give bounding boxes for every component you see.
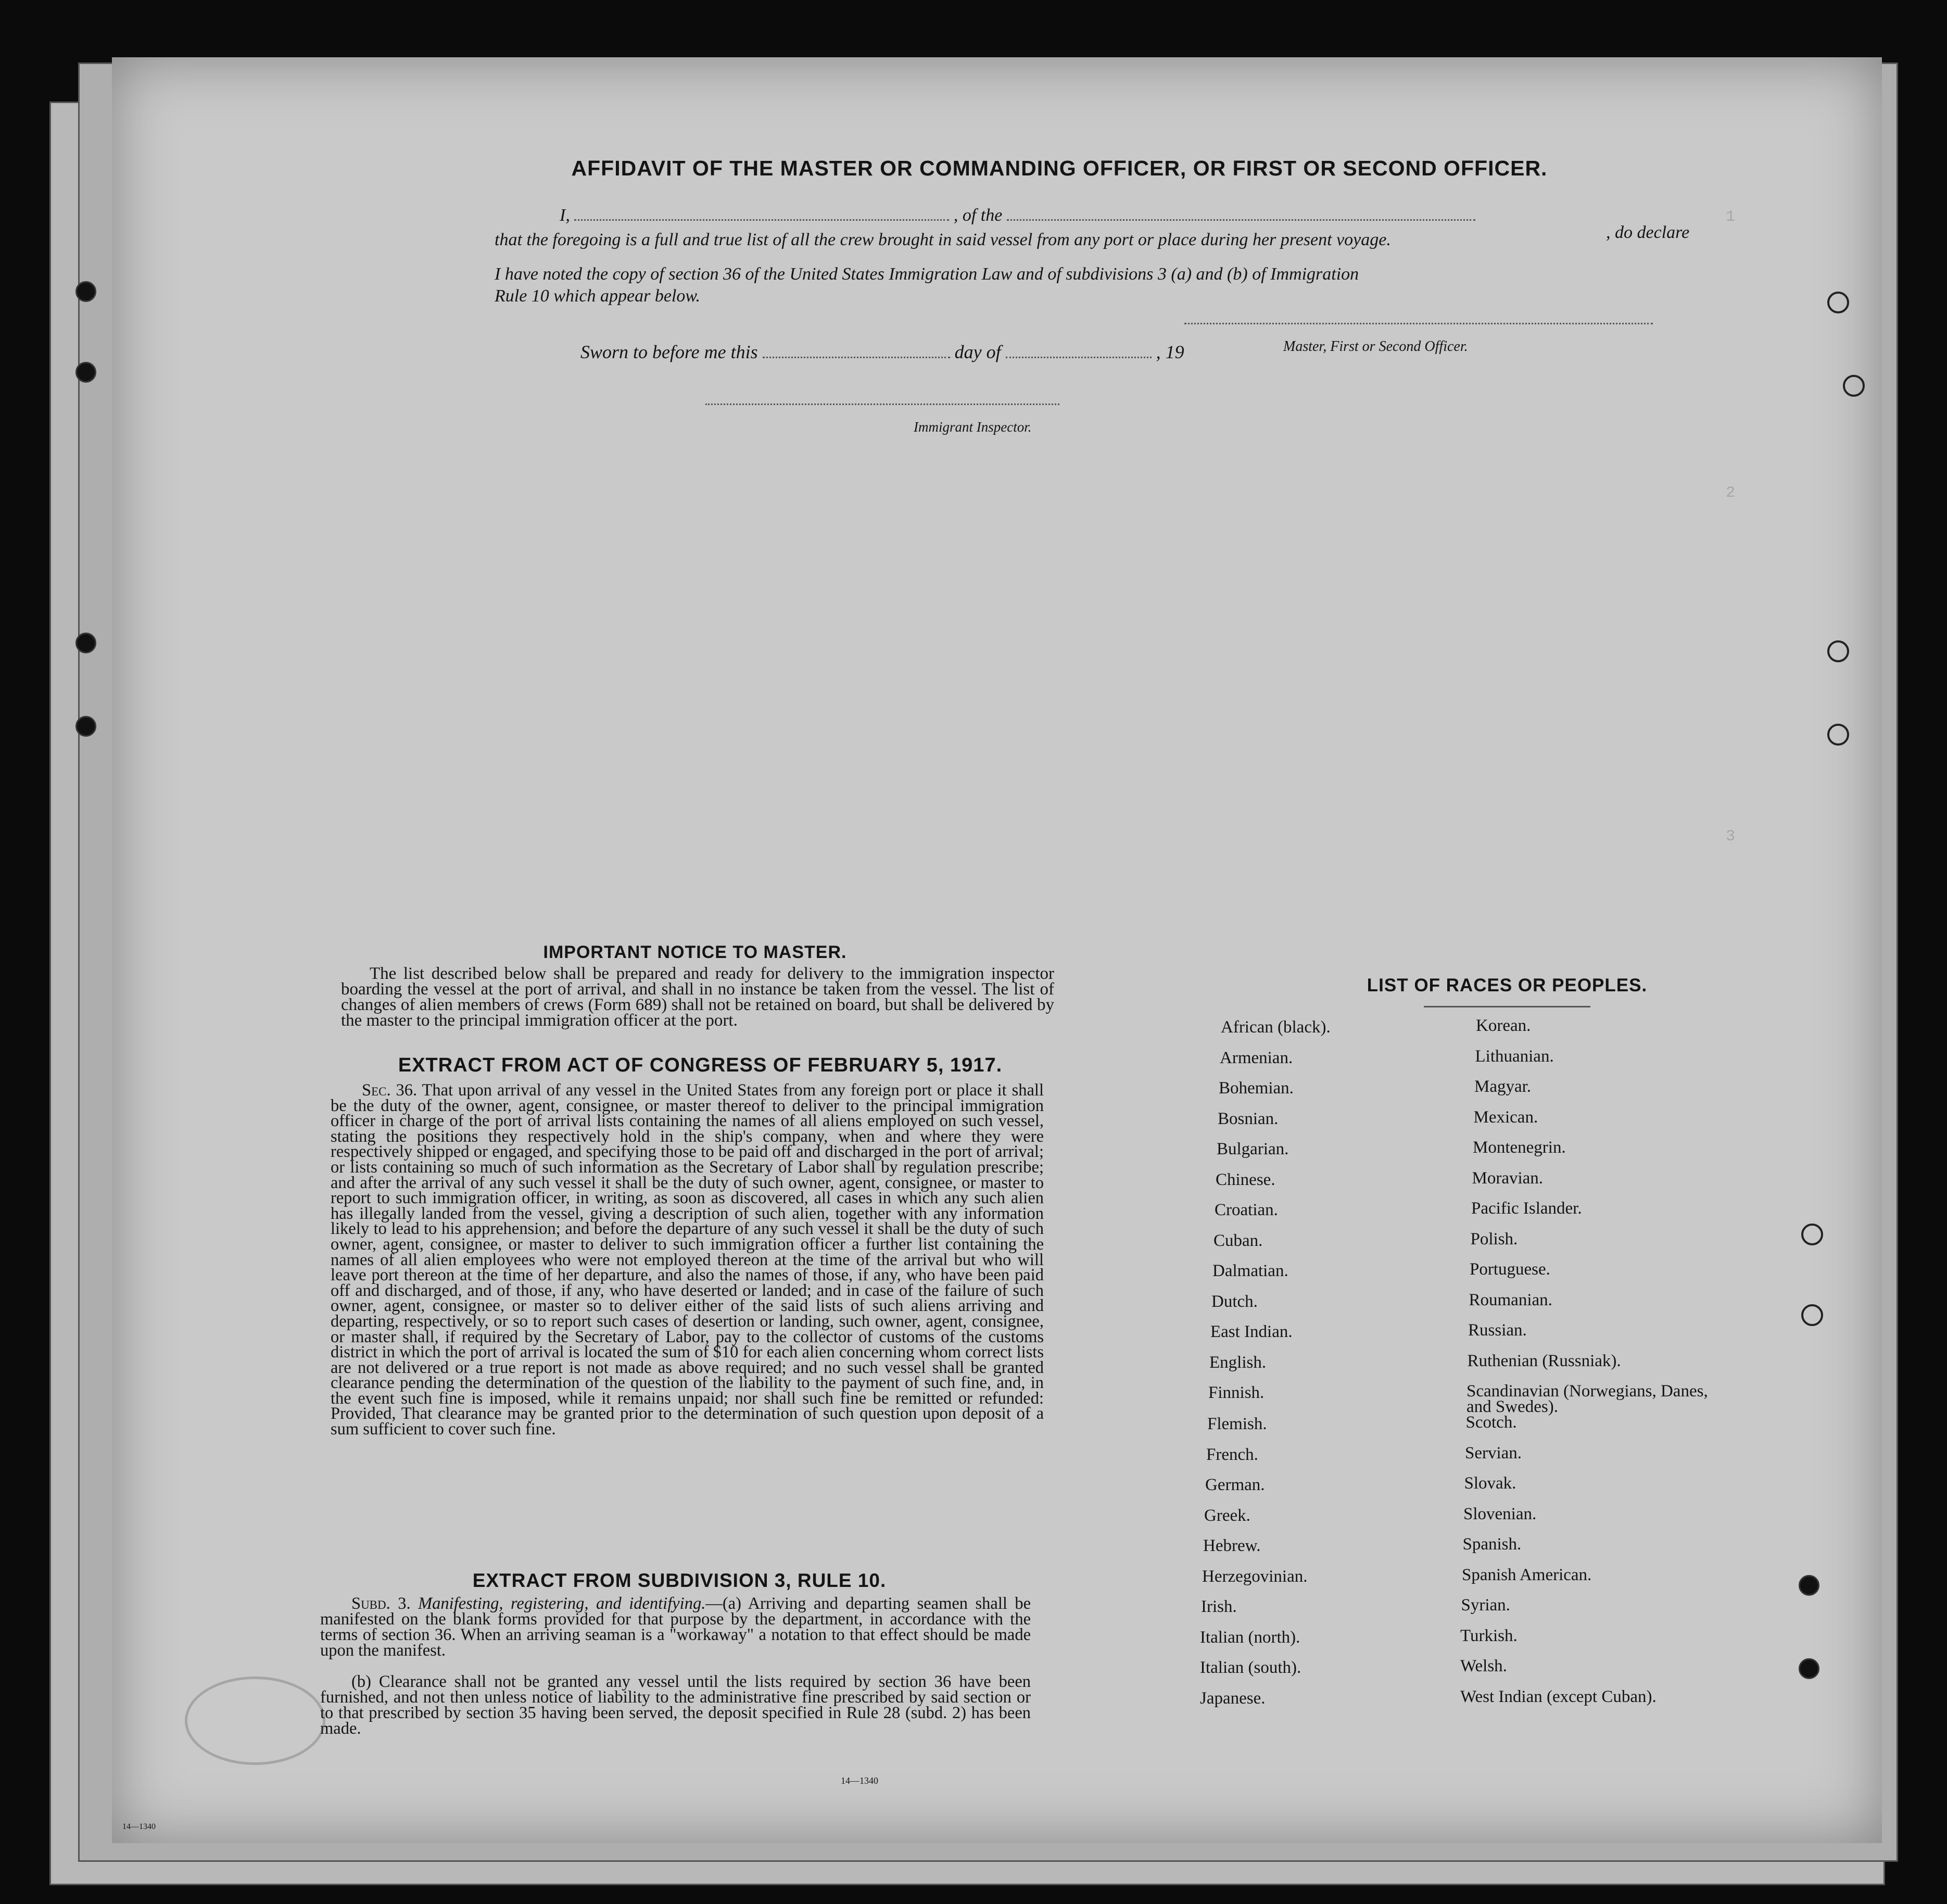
punch-hole <box>1801 1224 1823 1245</box>
sworn-line <box>580 341 1184 363</box>
race-right: Scotch. <box>1465 1413 1517 1432</box>
race-right: Turkish. <box>1460 1626 1518 1645</box>
races-row <box>1200 1536 1726 1567</box>
punch-hole <box>1827 640 1849 662</box>
races-row <box>1200 1231 1726 1262</box>
races-row <box>1200 1383 1726 1415</box>
race-left: Dalmatian. <box>1212 1262 1288 1280</box>
inspector-label: Immigrant Inspector. <box>914 419 1032 435</box>
race-left: Bosnian. <box>1218 1109 1279 1128</box>
races-row <box>1200 1506 1726 1537</box>
races-row <box>1200 1140 1726 1170</box>
affidavit-line-1 <box>560 206 1475 225</box>
race-left: Herzegovinian. <box>1202 1567 1308 1586</box>
race-right: Welsh. <box>1460 1657 1507 1675</box>
race-right: Russian. <box>1468 1321 1527 1340</box>
races-row <box>1200 1445 1726 1476</box>
sworn-year: , 19 <box>1156 342 1184 362</box>
races-row <box>1200 1079 1726 1109</box>
inspector-signature-line <box>705 404 1059 405</box>
races-row <box>1200 1597 1726 1628</box>
extract-rule-text-b: (b) Clearance shall not be granted any vessel until the lists required by section 36 have been furnished, and not then unless notice of liability to the administrative fine prescribed by said section or to that prescribed by section 35 having been served, the deposit specified in Rule 28 (subd. 2) has been made. <box>320 1672 1031 1738</box>
affidavit-title: AFFIDAVIT OF THE MASTER OR COMMANDING OFFICER, OR FIRST OR SECOND OFFICER. <box>571 156 1548 180</box>
races-table <box>1200 1018 1726 1719</box>
race-right: Moravian. <box>1472 1168 1544 1188</box>
subd-heading: Manifesting, registering, and identifying. <box>418 1594 706 1613</box>
race-right: Lithuanian. <box>1475 1046 1554 1066</box>
races-row <box>1200 1262 1726 1292</box>
affidavit-line-4: Rule 10 which appear below. <box>495 286 701 306</box>
races-row <box>1200 1018 1726 1049</box>
races-row <box>1200 1689 1726 1720</box>
races-row <box>1200 1201 1726 1231</box>
race-left: Italian (south). <box>1200 1658 1301 1677</box>
race-left: Croatian. <box>1215 1201 1278 1219</box>
local-agency-label: 14—1340 <box>122 1822 156 1831</box>
sworn-day-blank <box>763 357 950 358</box>
race-left: Armenian. <box>1220 1048 1293 1067</box>
races-row <box>1200 1415 1726 1445</box>
race-left: Dutch. <box>1211 1292 1258 1311</box>
race-left: Japanese. <box>1200 1688 1266 1708</box>
race-left: East Indian. <box>1210 1322 1293 1341</box>
race-right: Mexican. <box>1473 1107 1538 1127</box>
extract-act-title: EXTRACT FROM ACT OF CONGRESS OF FEBRUARY 5, 1917. <box>398 1054 1003 1076</box>
race-right: West Indian (except Cuban). <box>1460 1687 1657 1706</box>
race-left: Flemish. <box>1207 1415 1267 1433</box>
race-right: Scandinavian (Norwegians, Danes, and Swedes). <box>1466 1382 1708 1416</box>
bleed-through: 1 <box>1726 208 1736 226</box>
notice-title: IMPORTANT NOTICE TO MASTER. <box>543 942 847 962</box>
sworn-month-blank <box>1006 357 1152 358</box>
bleed-through: 3 <box>1726 828 1736 846</box>
races-row <box>1200 1628 1726 1659</box>
race-left: German. <box>1205 1476 1265 1494</box>
punch-hole <box>75 281 96 302</box>
races-row <box>1200 1292 1726 1323</box>
name-blank <box>574 219 949 221</box>
extract-rule-text-a <box>320 1596 1031 1658</box>
races-row <box>1200 1049 1726 1079</box>
race-right: Polish. <box>1470 1229 1518 1249</box>
extract-rule-title: EXTRACT FROM SUBDIVISION 3, RULE 10. <box>472 1570 887 1591</box>
section-36-text: That upon arrival of any vessel in the United States from any foreign port or place it shall be the duty of the owner, agent, consignee, or master thereof to deliver to the principal immigration officer in charge of the port of arrival lists containing the names of all aliens employed on such vessel, stating the positions they respectively hold in the ship's company, when and where they were respectively shipped or engaged, and specifying those to be paid off and discharged in the port of arrival; or lists containing so much of such information as the Secretary of Labor shall by regulation prescribe; and after the arrival of any such vessel it shall be the duty of such owner, agent, consignee, or master to report to such immigration officer, in writing, as soon as discovered, all cases in which any such alien has illegally landed from the vessel, giving a description of such alien, together with any information likely to lead to his apprehension; and before the departure of any such vessel it shall be the duty of such owner, agent, consignee, or master to deliver to such immigration officer a further list containing the names of all alien employees who were not employed thereon at the time of the arrival but who will leave port thereon at the time of her departure, and also the names of those, if any, who have been paid off and discharged, and of those, if any, who have deserted or landed; and in case of the failure of such owner, agent, consignee, or master so to deliver either of the said lists of such aliens arriving and departing, respectively, or so to report such cases of desertion or landing, such owner, agent, consignee, or master shall, if required by the Secretary of Labor, pay to the collector of customs of the customs district in which the port of arrival is located the sum of $10 for each alien concerning whom correct lists are not delivered or a true report is not made as above required; and no such vessel shall be granted clearance pending the determination of the question of the liability to the payment of such fine, and, in the event such fine is imposed, while it remains unpaid; nor shall such fine be remitted or refunded: Provided, That clearance may be granted prior to the determination of such question upon deposit of a sum sufficient to cover such fine. <box>331 1081 1044 1439</box>
manifest-back-page <box>112 57 1882 1843</box>
race-right: Roumanian. <box>1469 1290 1552 1309</box>
master-signature-line <box>1184 323 1653 324</box>
race-right: Slovak. <box>1464 1474 1516 1493</box>
race-right: Pacific Islander. <box>1471 1199 1582 1218</box>
affidavit-line-3: I have noted the copy of section 36 of the United States Immigration Law and of subdivisions 3 (a) and (b) of Immigration <box>495 264 1359 284</box>
race-right: Slovenian. <box>1463 1504 1537 1523</box>
races-underline <box>1424 1006 1590 1007</box>
punch-hole <box>75 716 96 737</box>
extract-act-text <box>331 1083 1044 1438</box>
race-left: Chinese. <box>1216 1170 1275 1189</box>
race-left: Bohemian. <box>1219 1079 1294 1098</box>
affidavit-line-2 <box>495 230 1718 250</box>
affidavit-declare: , do declare <box>1606 223 1690 242</box>
punch-hole <box>1827 292 1849 313</box>
punch-hole <box>75 362 96 383</box>
race-left: French. <box>1206 1445 1258 1464</box>
race-left: English. <box>1209 1353 1267 1372</box>
race-right: Korean. <box>1476 1016 1531 1035</box>
race-right: Syrian. <box>1461 1596 1510 1615</box>
sworn-text: Sworn to before me this <box>580 342 758 362</box>
races-row <box>1200 1109 1726 1140</box>
race-right: Montenegrin. <box>1473 1138 1566 1157</box>
race-left: African (black). <box>1221 1018 1331 1037</box>
race-left: Finnish. <box>1208 1383 1265 1402</box>
race-right: Servian. <box>1465 1443 1522 1462</box>
vessel-blank <box>1007 219 1475 221</box>
punch-hole <box>1801 1304 1823 1326</box>
race-right: Spanish American. <box>1462 1565 1592 1584</box>
punch-hole <box>1827 724 1849 746</box>
bleed-through: 2 <box>1726 484 1736 502</box>
subd-text-a: —(a) Arriving and departing seamen shall be manifested on the blank forms provided for that purpose by the department, in accordance with the terms of section 36. When an arriving seaman is a "workaway" a notation to that effect should be made upon the manifest. <box>320 1594 1031 1660</box>
master-signature-label: Master, First or Second Officer. <box>1283 338 1468 355</box>
race-right: Ruthenian (Russniak). <box>1467 1351 1621 1370</box>
faint-stamp <box>185 1676 325 1765</box>
race-left: Hebrew. <box>1203 1536 1261 1555</box>
race-left: Irish. <box>1201 1597 1237 1616</box>
race-right: Magyar. <box>1474 1077 1532 1096</box>
subd-label: Subd. 3. <box>351 1594 411 1613</box>
races-row <box>1200 1658 1726 1689</box>
sworn-day-of: day of <box>954 342 1001 362</box>
races-row <box>1200 1353 1726 1384</box>
punch-hole <box>1799 1658 1819 1679</box>
races-row <box>1200 1476 1726 1506</box>
punch-hole <box>1799 1575 1819 1596</box>
race-right: Spanish. <box>1462 1535 1522 1554</box>
notice-text: The list described below shall be prepared and ready for delivery to the immigration inspector boarding the vessel at the port of arrival, and shall in no instance be taken from the vessel. The list of changes of alien members of crews (Form 689) shall not be retained on board, but shall be delivered by the master to the principal immigration officer at the port. <box>341 964 1054 1030</box>
affidavit-of-the: , of the <box>953 206 1003 225</box>
punch-hole <box>75 633 96 653</box>
form-number: 14—1340 <box>841 1775 878 1786</box>
races-row <box>1200 1322 1726 1353</box>
race-left: Cuban. <box>1213 1231 1263 1250</box>
race-right: Portuguese. <box>1470 1260 1550 1279</box>
races-row <box>1200 1170 1726 1201</box>
affidavit-i: I, <box>560 206 570 225</box>
race-left: Italian (north). <box>1200 1628 1300 1647</box>
section-label: Sec. 36. <box>362 1081 418 1100</box>
race-left: Greek. <box>1204 1506 1250 1525</box>
punch-hole <box>1843 375 1865 397</box>
races-row <box>1200 1567 1726 1598</box>
races-title: LIST OF RACES OR PEOPLES. <box>1367 975 1648 995</box>
affidavit-line-2-text: that the foregoing is a full and true list of all the crew brought in said vessel from any port or place during her present voyage. <box>495 230 1391 249</box>
race-left: Bulgarian. <box>1217 1140 1289 1158</box>
